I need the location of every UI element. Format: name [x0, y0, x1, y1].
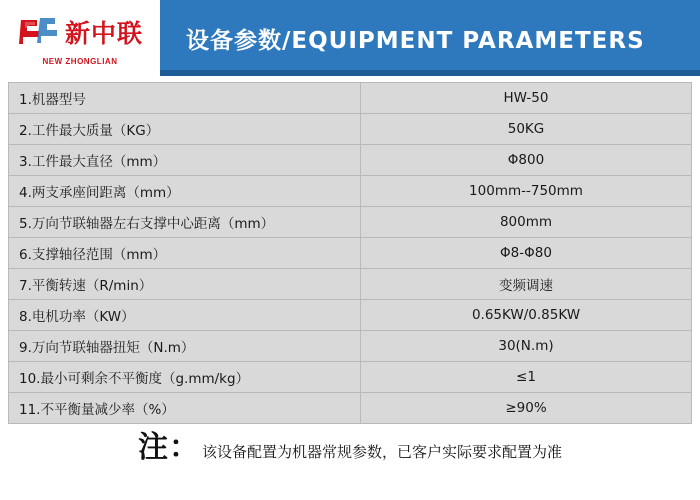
footer-note — [0, 422, 700, 466]
table-row — [9, 207, 692, 238]
row-value: Φ8-Φ80 — [361, 238, 692, 269]
row-value: 30(N.m) — [361, 331, 692, 362]
logo-chinese-name: 新中联 — [64, 18, 143, 48]
row-value: 800mm — [361, 207, 692, 238]
row-label: 10.最小可剩余不平衡度（g.mm/kg） — [9, 362, 361, 393]
row-value: 50KG — [361, 114, 692, 145]
row-value: HW-50 — [361, 83, 692, 114]
table-row — [9, 176, 692, 207]
spec-table-body — [9, 83, 692, 424]
logo-row — [17, 14, 143, 52]
row-label: 3.工件最大直径（mm） — [9, 145, 361, 176]
table-row — [9, 114, 692, 145]
company-logo — [0, 0, 160, 76]
row-label: 1.机器型号 — [9, 83, 361, 114]
row-label: 9.万向节联轴器扭矩（N.m） — [9, 331, 361, 362]
spec-table-container — [0, 76, 700, 424]
row-label: 4.两支承座间距离（mm） — [9, 176, 361, 207]
zhonglian-logo-icon — [17, 14, 59, 52]
table-row — [9, 393, 692, 424]
table-row — [9, 300, 692, 331]
row-value: 0.65KW/0.85KW — [361, 300, 692, 331]
table-row — [9, 331, 692, 362]
table-row — [9, 269, 692, 300]
page-header — [0, 0, 700, 76]
title-banner — [160, 0, 700, 76]
row-label: 7.平衡转速（R/min） — [9, 269, 361, 300]
row-label: 5.万向节联轴器左右支撑中心距离（mm） — [9, 207, 361, 238]
row-label: 2.工件最大质量（KG） — [9, 114, 361, 145]
row-value: ≤1 — [361, 362, 692, 393]
row-value: 100mm--750mm — [361, 176, 692, 207]
table-row — [9, 238, 692, 269]
table-row — [9, 83, 692, 114]
note-prefix: 注： — [137, 430, 200, 465]
row-label: 6.支撑轴径范围（mm） — [9, 238, 361, 269]
table-row — [9, 145, 692, 176]
page-title: 设备参数/EQUIPMENT PARAMETERS — [186, 27, 645, 54]
row-label: 8.电机功率（KW） — [9, 300, 361, 331]
note-text: 该设备配置为机器常规参数，已客户实际要求配置为准 — [201, 443, 562, 461]
logo-english-name: NEW ZHONGLIAN — [42, 57, 118, 66]
table-row — [9, 362, 692, 393]
row-value: Φ800 — [361, 145, 692, 176]
row-label: 11.不平衡量减少率（%） — [9, 393, 361, 424]
row-value: 变频调速 — [361, 269, 692, 300]
spec-table — [8, 82, 692, 424]
row-value: ≥90% — [361, 393, 692, 424]
